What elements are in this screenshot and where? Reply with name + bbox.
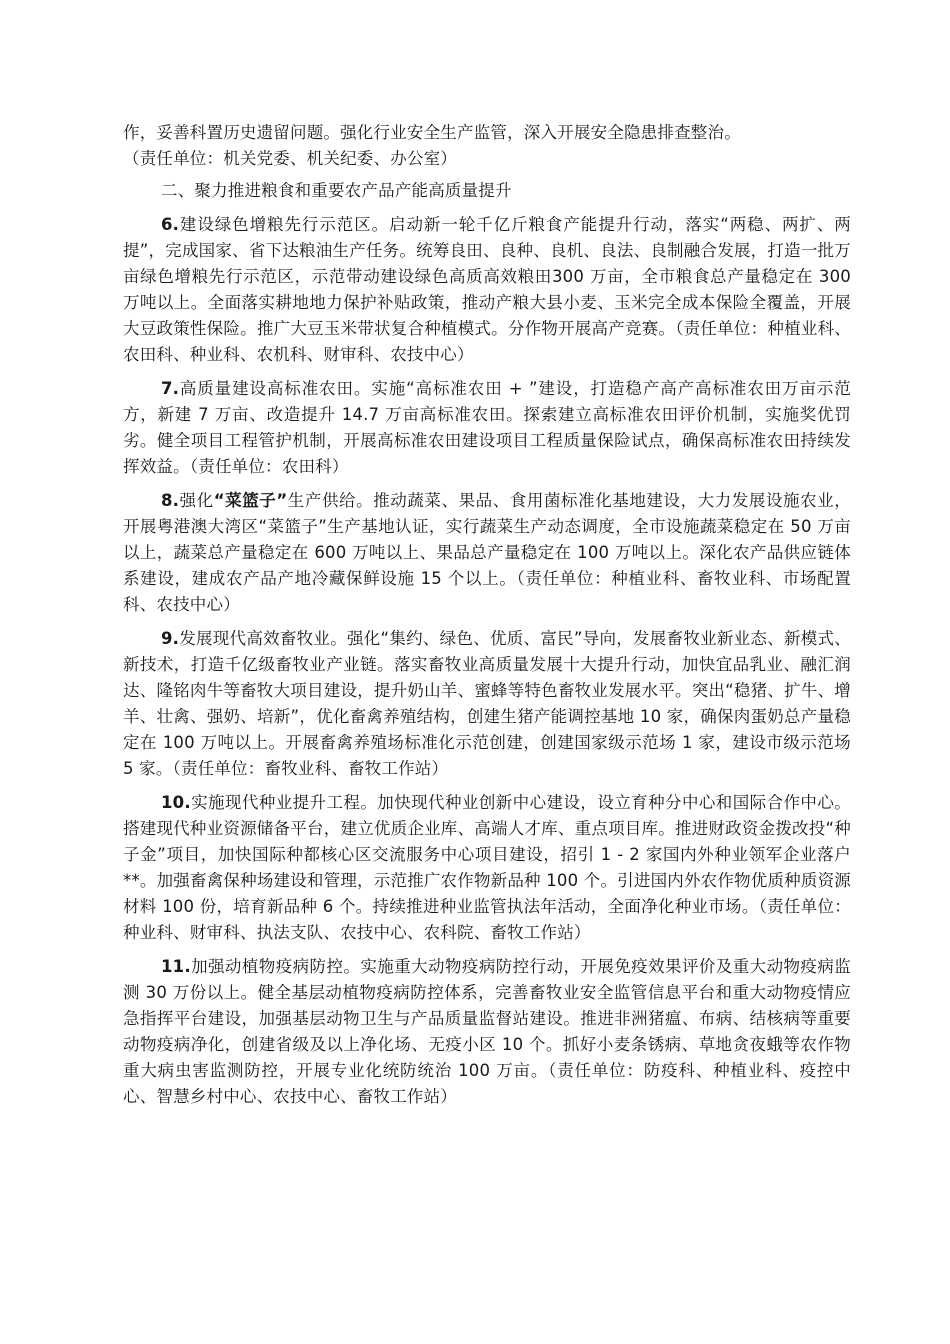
item-text-bold: “菜篮子” bbox=[213, 491, 288, 510]
item-9 bbox=[123, 626, 851, 782]
intro-line-1: 作，妥善科置历史遗留问题。强化行业安全生产监管，深入开展安全隐患排查整治。 bbox=[123, 123, 741, 142]
item-text: 高质量建设高标准农田。实施“高标准农田 + ”建设，打造稳产高产高标准农田万亩示范方，新建 7 万亩、改造提升 14.7 万亩高标准农田。探索建立高标准农田评价机制，实施奖优罚劣。健全项目工程管护机制，开展高标准农田建设项目工程质量保险试点，确保高标准农田持续发挥效益。（责任单位：农田科） bbox=[123, 379, 851, 476]
item-text: 加强动植物疫病防控。实施重大动物疫病防控行动，开展免疫效果评价及重大动物疫病监测 30 万份以上。健全基层动植物疫病防控体系，完善畜牧业安全监管信息平台和重大动物疫情应急指挥平台建设，加强基层动物卫生与产品质量监督站建设。推进非洲猪瘟、布病、结核病等重要动物疫病净化，创建省级及以上净化场、无疫小区 10 个。抓好小麦条锈病、草地贪夜蛾等农作物重大病虫害监测防控，开展专业化统防统治 100 万亩。（责任单位：防疫科、种植业科、疫控中心、智慧乡村中心、农技中心、畜牧工作站） bbox=[123, 957, 851, 1106]
item-text: 建设绿色增粮先行示范区。启动新一轮千亿斤粮食产能提升行动，落实“两稳、两扩、两提”，完成国家、省下达粮油生产任务。统筹良田、良种、良机、良法、良制融合发展，打造一批万亩绿色增粮先行示范区，示范带动建设绿色高质高效粮田300 万亩，全市粮食总产量稳定在 300 万吨以上。全面落实耕地地力保护补贴政策，推动产粮大县小麦、玉米完全成本保险全覆盖，开展大豆政策性保险。推广大豆玉米带状复合种植模式。分作物开展高产竞赛。（责任单位：种植业科、农田科、种业科、农机科、财审科、农技中心） bbox=[123, 215, 851, 364]
section-heading: 二、聚力推进粮食和重要农产品产能高质量提升 bbox=[161, 181, 512, 200]
item-number: 6. bbox=[161, 215, 180, 234]
item-text: 发展现代高效畜牧业。强化“集约、绿色、优质、富民”导向，发展畜牧业新业态、新模式、新技术，打造千亿级畜牧业产业链。落实畜牧业高质量发展十大提升行动，加快宜品乳业、融汇润达、隆铭肉牛等畜牧大项目建设，提升奶山羊、蜜蜂等特色畜牧业发展水平。突出“稳猪、扩牛、增羊、壮禽、强奶、培新”，优化畜禽养殖结构，创建生猪产能调控基地 10 家，确保肉蛋奶总产量稳定在 100 万吨以上。开展畜禽养殖场标准化示范创建，创建国家级示范场 1 家，建设市级示范场 5 家。（责任单位：畜牧业科、畜牧工作站） bbox=[123, 629, 851, 778]
item-number: 9. bbox=[161, 629, 180, 648]
item-number: 11. bbox=[161, 957, 191, 976]
item-number: 8. bbox=[161, 491, 180, 510]
item-number: 7. bbox=[161, 379, 180, 398]
item-10 bbox=[123, 790, 851, 946]
intro-line-2: （责任单位：机关党委、机关纪委、办公室） bbox=[123, 149, 457, 168]
item-text: 实施现代种业提升工程。加快现代种业创新中心建设，设立育种分中心和国际合作中心。搭建现代种业资源储备平台，建立优质企业库、高端人才库、重点项目库。推进财政资金拨改投“种子金”项目，加快国际种都核心区交流服务中心项目建设，招引 1 - 2 家国内外种业领军企业落户**。加强畜禽保种场建设和管理，示范推广农作物新品种 100 个。引进国内外农作物优质种质资源材料 100 份，培育新品种 6 个。持续推进种业监管执法年活动，全面净化种业市场。（责任单位：种业科、财审科、执法支队、农技中心、农科院、畜牧工作站） bbox=[123, 793, 851, 942]
intro-paragraph bbox=[123, 120, 851, 172]
item-6 bbox=[123, 212, 851, 368]
item-11 bbox=[123, 954, 851, 1110]
item-7 bbox=[123, 376, 851, 480]
document-page bbox=[123, 120, 851, 1110]
item-8 bbox=[123, 488, 851, 618]
item-number: 10. bbox=[161, 793, 191, 812]
item-text-prefix: 强化 bbox=[179, 491, 214, 510]
item-text: 生产供给。推动蔬菜、果品、食用菌标准化基地建设，大力发展设施农业，开展粤港澳大湾区“菜篮子”生产基地认证，实行蔬菜生产动态调度，全市设施蔬菜稳定在 50 万亩以上，蔬菜总产量稳定在 600 万吨以上、果品总产量稳定在 100 万吨以上。深化农产品供应链体系建设，建成农产品产地冷藏保鲜设施 15 个以上。（责任单位：种植业科、畜牧业科、市场配置科、农技中心） bbox=[123, 491, 851, 614]
